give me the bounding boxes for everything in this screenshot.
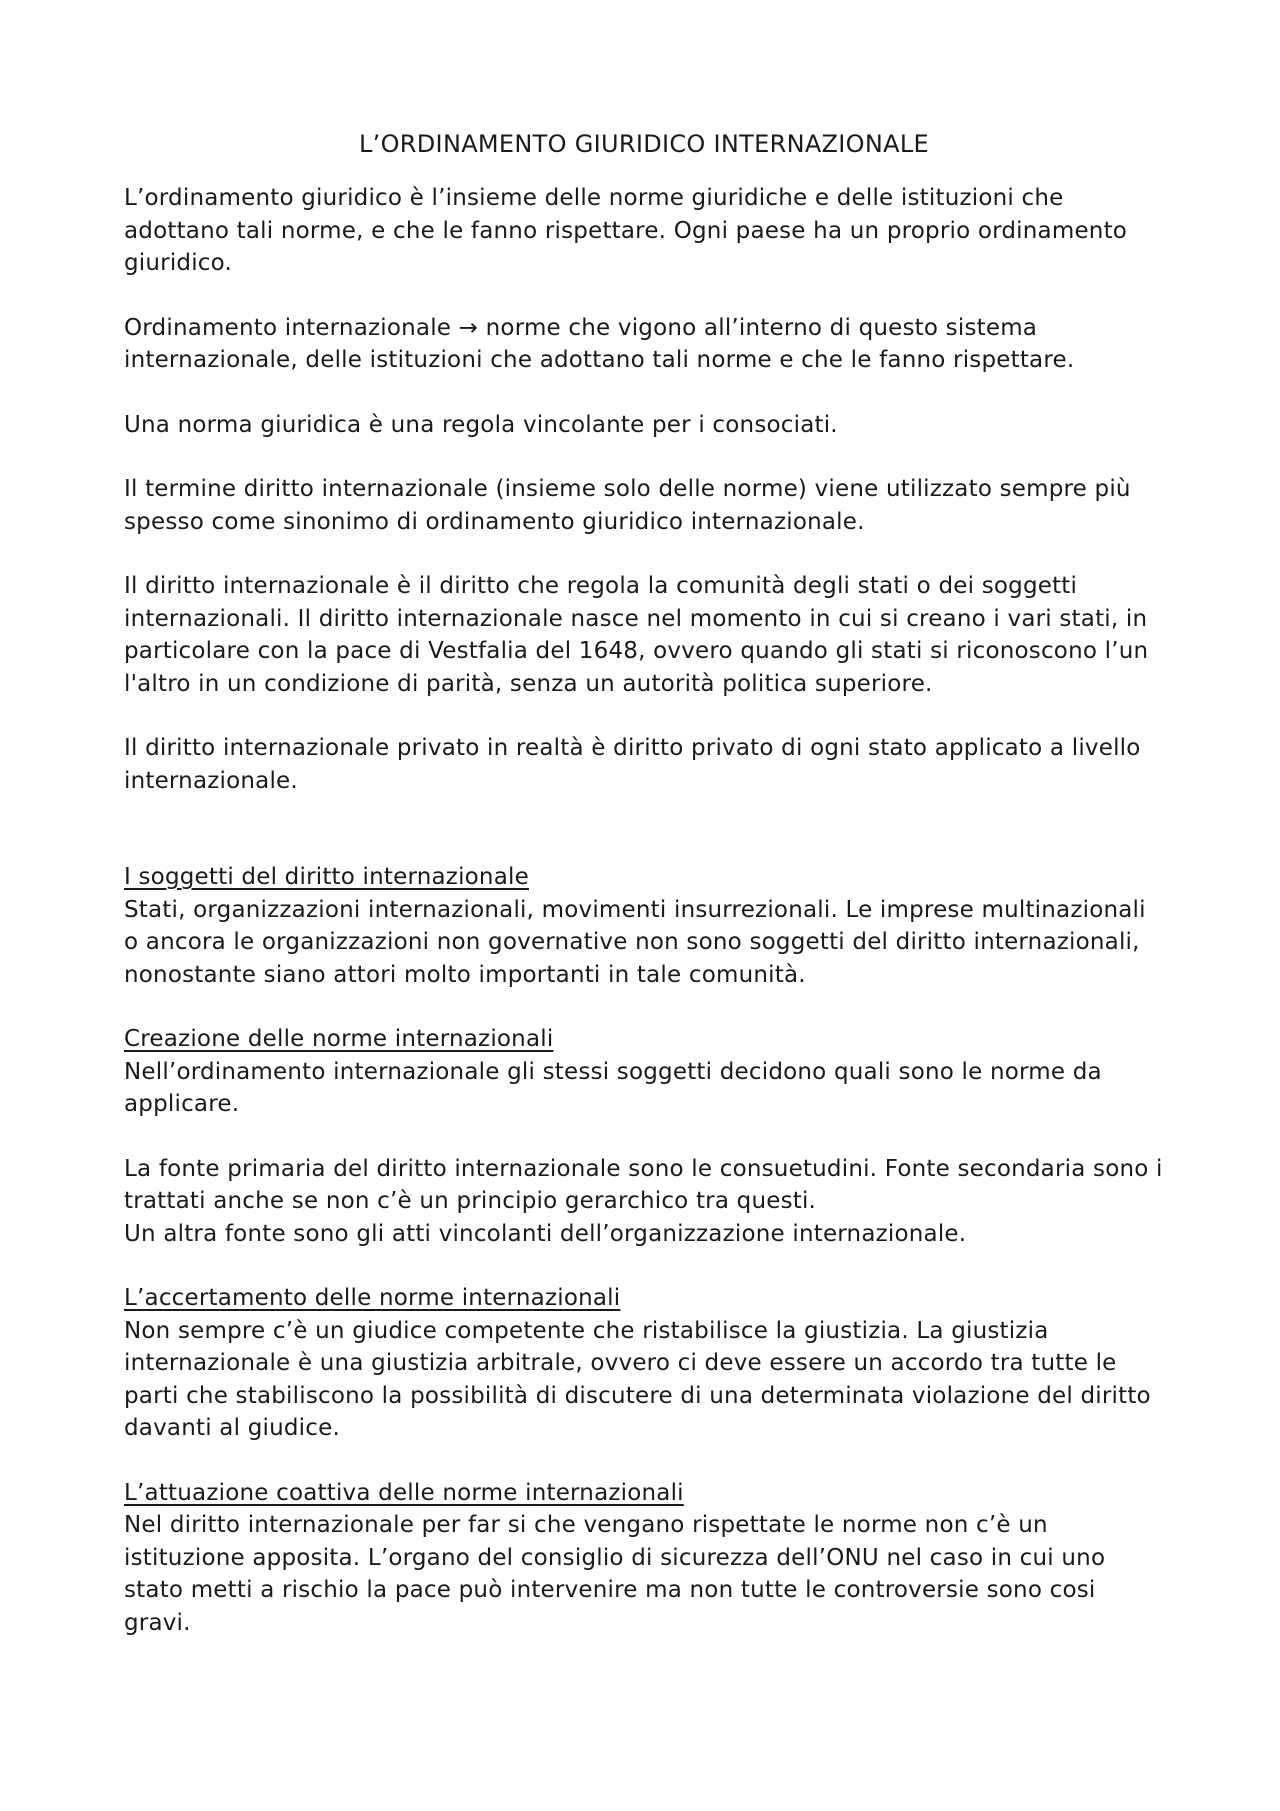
section-paragraph: Un altra fonte sono gli atti vincolanti dell’organizzazione internazionale. (124, 1220, 967, 1247)
section-paragraph: Nel diritto internazionale per far si che vengano rispettate le norme non c’è un istituzione apposita. L’organo del consiglio di sicurezza dell’ONU nel caso in cui uno stato metti a rischio la pace può intervenire ma non tutte le controversie sono cosi gravi. (124, 1512, 1106, 1636)
section-heading-enforcement: L’attuazione coattiva delle norme internazionali (124, 1479, 684, 1506)
section-heading-creation: Creazione delle norme internazionali (124, 1026, 554, 1052)
intro-paragraph-definition: L’ordinamento giuridico è l’insieme delle norme giuridiche e delle istituzioni che adottano tali norme, e che le fanno rispettare. Ogni paese ha un proprio ordinamento giuridico. (124, 185, 1128, 276)
intro-paragraph-international-order: Ordinamento internazionale → norme che vigono all’interno di questo sistema internazionale, delle istituzioni che adottano tali norme e che le fanno rispettare. (124, 314, 1075, 373)
intro-paragraph-term: Il termine diritto internazionale (insieme solo delle norme) viene utilizzato sempre più spesso come sinonimo di ordinamento giuridico internazionale. (124, 476, 1131, 535)
section-paragraph: Non sempre c’è un giudice competente che ristabilisce la giustizia. La giustizia internazionale è una giustizia arbitrale, ovvero ci deve essere un accordo tra tutte le parti che stabiliscono la possibilità di discutere di una determinata violazione del diritto davanti al giudice. (124, 1317, 1151, 1441)
document-page (124, 128, 1164, 1639)
section-paragraph: Stati, organizzazioni internazionali, movimenti insurrezionali. Le imprese multinazionali o ancora le organizzazioni non governative non sono soggetti del diritto internazionali, nonostante siano attori molto importanti in tale comunità. (124, 896, 1146, 988)
intro-paragraph-private-law: Il diritto internazionale privato in realtà è diritto privato di ogni stato applicato a livello internazionale. (124, 735, 1141, 794)
intro-paragraph-origins: Il diritto internazionale è il diritto che regola la comunità degli stati o dei soggetti internazionali. Il diritto internazionale nasce nel momento in cui si creano i vari stati, in particolare con la pace di Vestfalia del 1648, ovvero quando gli stati si riconoscono l’un l'altro in un condizione di parità, senza un autorità politica superiore. (124, 573, 1149, 697)
section-heading-assessment: L’accertamento delle norme internazionali (124, 1285, 621, 1311)
page-title: L’ORDINAMENTO GIURIDICO INTERNAZIONALE (359, 130, 929, 158)
intro-paragraph-legal-norm: Una norma giuridica è una regola vincolante per i consociati. (124, 411, 838, 438)
section-paragraph: Nell’ordinamento internazionale gli stessi soggetti decidono quali sono le norme da applicare. (124, 1058, 1102, 1117)
section-paragraph: La fonte primaria del diritto internazionale sono le consuetudini. Fonte secondaria sono i trattati anche se non c’è un principio gerarchico tra questi. (124, 1155, 1163, 1214)
section-heading-subjects: I soggetti del diritto internazionale (124, 864, 529, 890)
